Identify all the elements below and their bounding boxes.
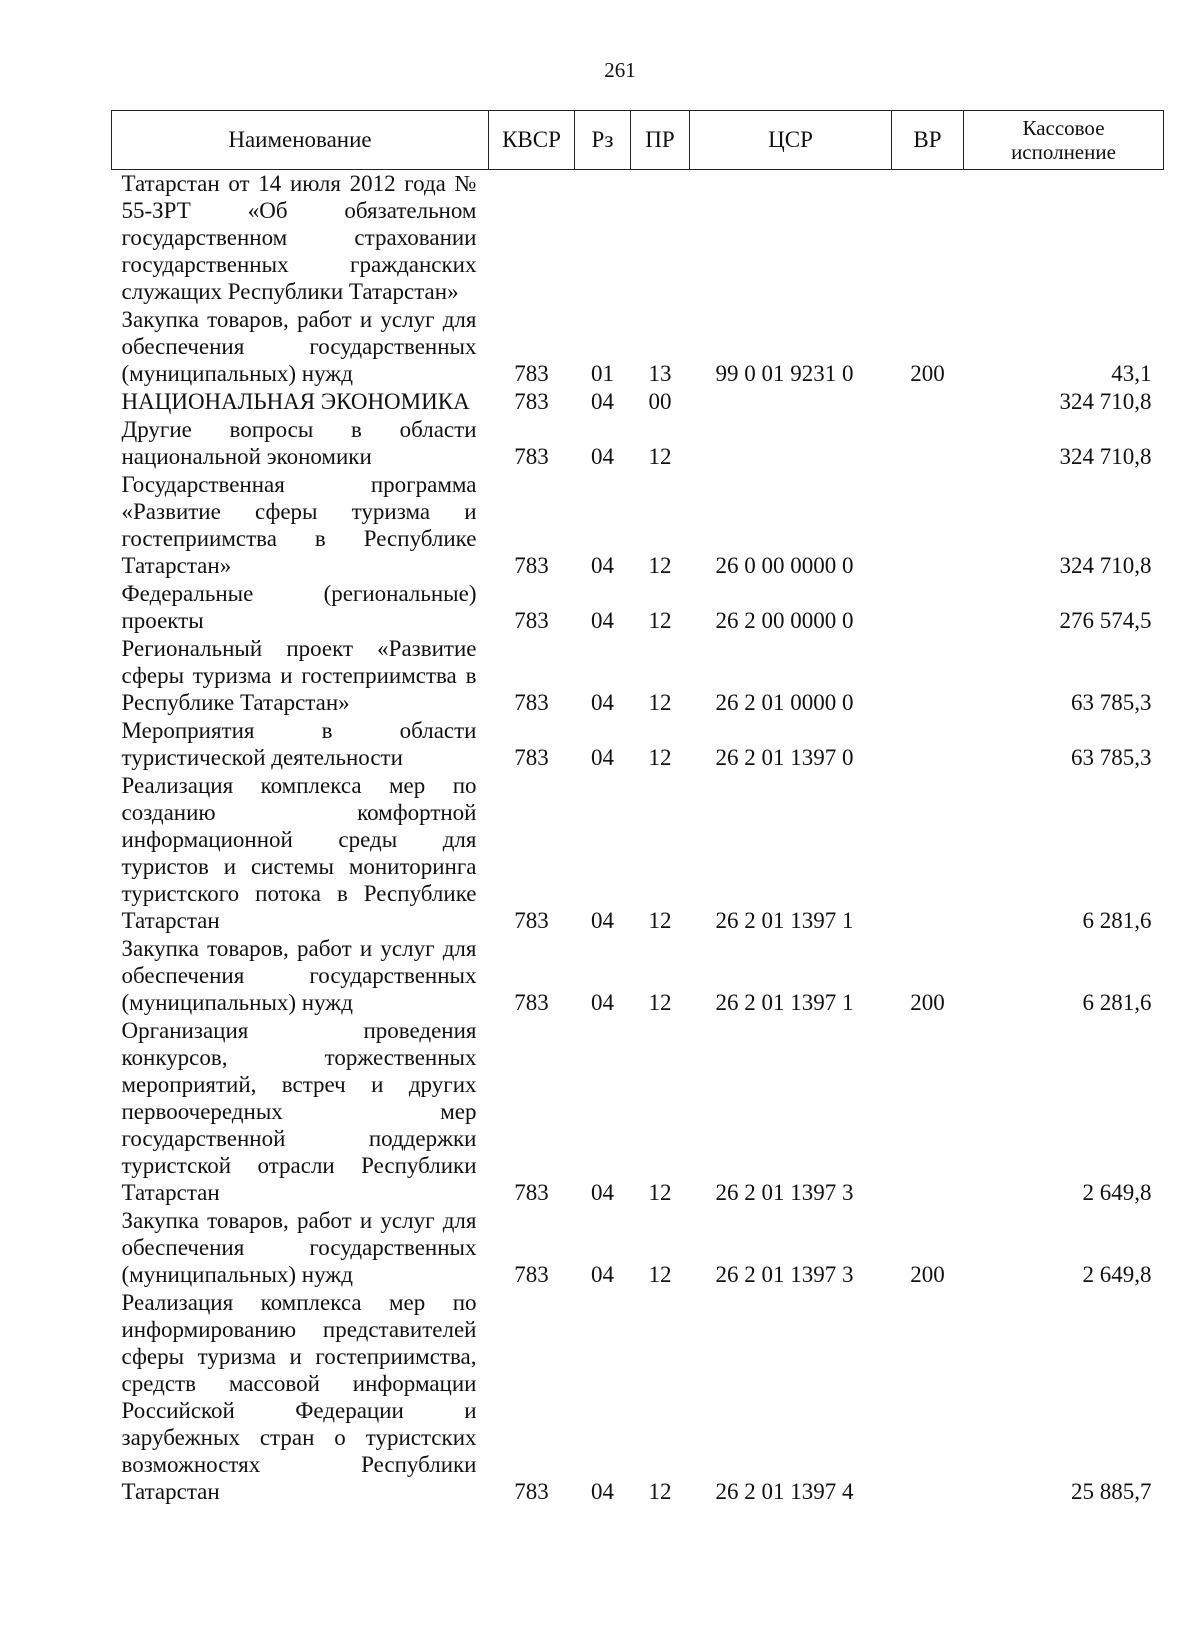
row-pr: 12 (648, 444, 672, 469)
row-name: Реализация комплекса мер по созданию комфортной информационной среды для туристов и системы мониторинга туристского потока в Республике Татарстан (121, 773, 477, 933)
row-pr: 12 (648, 690, 672, 715)
row-rz: 01 (591, 361, 614, 386)
row-name: Мероприятия в области туристической деятельности (121, 718, 477, 770)
row-pr: 00 (648, 389, 672, 414)
row-kvsr: 783 (514, 745, 549, 770)
row-rz: 04 (591, 389, 614, 414)
row-pr: 12 (648, 1479, 672, 1504)
row-vr (892, 471, 964, 580)
table-row (112, 772, 1164, 935)
row-csr (690, 416, 892, 471)
row-name: Реализация комплекса мер по информированию представителей сферы туризма и гостеприимства, средств массовой информации Российской Федерации и зарубежных стран о туристских возможностях Республики Татарстан (121, 1290, 477, 1504)
row-vr: 200 (910, 990, 945, 1015)
row-csr: 26 0 00 0000 0 (715, 553, 854, 578)
row-amount: 43,1 (1111, 361, 1152, 386)
row-amount: 6 281,6 (1082, 908, 1152, 933)
row-vr (892, 416, 964, 471)
header-csr: ЦСР (690, 111, 892, 170)
row-rz: 04 (591, 690, 614, 715)
row-amount: 63 785,3 (1071, 745, 1152, 770)
table-header (112, 111, 1164, 170)
row-rz: 04 (591, 608, 614, 633)
row-kvsr: 783 (514, 908, 549, 933)
row-csr: 26 2 01 1397 1 (715, 990, 854, 1015)
row-kvsr: 783 (514, 990, 549, 1015)
row-kvsr (489, 170, 575, 307)
row-rz: 04 (591, 908, 614, 933)
table-row (112, 306, 1164, 388)
row-name: Организация проведения конкурсов, торжественных мероприятий, встреч и других первоочередных мер государственной поддержки туристской отрасли Республики Татарстан (121, 1018, 477, 1205)
table-row (112, 717, 1164, 772)
row-amount: 6 281,6 (1082, 990, 1152, 1015)
row-rz: 04 (591, 990, 614, 1015)
row-kvsr: 783 (514, 1180, 549, 1205)
row-pr: 12 (648, 608, 672, 633)
row-kvsr: 783 (514, 1262, 549, 1287)
row-rz: 04 (591, 444, 614, 469)
row-amount: 25 885,7 (1071, 1479, 1152, 1504)
row-vr (892, 388, 964, 416)
row-pr: 12 (648, 1262, 672, 1287)
row-pr: 13 (648, 361, 672, 386)
row-rz: 04 (591, 553, 614, 578)
row-name: Региональный проект «Развитие сферы туризма и гостеприимства в Республике Татарстан» (121, 636, 477, 715)
table-row (112, 1289, 1164, 1506)
budget-table (111, 110, 1164, 1506)
row-rz: 04 (591, 1180, 614, 1205)
row-csr: 26 2 01 1397 3 (715, 1180, 854, 1205)
row-vr: 200 (910, 361, 945, 386)
row-csr (690, 388, 892, 416)
row-vr (892, 170, 964, 307)
table-row (112, 580, 1164, 635)
row-name: НАЦИОНАЛЬНАЯ ЭКОНОМИКА (121, 389, 470, 414)
page-number: 261 (604, 58, 636, 82)
row-kvsr: 783 (514, 444, 549, 469)
table-row (112, 416, 1164, 471)
row-amount: 2 649,8 (1082, 1262, 1152, 1287)
row-amount (964, 170, 1164, 307)
row-name: Закупка товаров, работ и услуг для обеспечения государственных (муниципальных) нужд (121, 936, 477, 1015)
row-kvsr: 783 (514, 553, 549, 578)
table-row (112, 1207, 1164, 1289)
row-name: Закупка товаров, работ и услуг для обеспечения государственных (муниципальных) нужд (121, 307, 477, 386)
table-body (112, 170, 1164, 1507)
row-vr (892, 772, 964, 935)
row-pr: 12 (648, 745, 672, 770)
row-csr: 26 2 01 1397 3 (715, 1262, 854, 1287)
row-csr: 26 2 01 0000 0 (715, 690, 854, 715)
row-amount: 324 710,8 (1059, 553, 1152, 578)
row-kvsr: 783 (514, 361, 549, 386)
row-name: Федеральные (региональные) проекты (121, 581, 477, 633)
row-pr: 12 (648, 553, 672, 578)
row-vr (892, 1017, 964, 1207)
row-vr (892, 1289, 964, 1506)
row-rz: 04 (591, 1262, 614, 1287)
row-pr: 12 (648, 990, 672, 1015)
table-row (112, 935, 1164, 1017)
row-rz: 04 (591, 1479, 614, 1504)
row-amount: 324 710,8 (1059, 389, 1152, 414)
row-pr (631, 170, 690, 307)
table-row (112, 635, 1164, 717)
row-csr: 26 2 01 1397 0 (715, 745, 854, 770)
row-amount: 63 785,3 (1071, 690, 1152, 715)
table-row (112, 388, 1164, 416)
row-kvsr: 783 (514, 608, 549, 633)
header-kvsr: КВСР (489, 111, 575, 170)
header-vr: ВР (892, 111, 964, 170)
table-row (112, 1017, 1164, 1207)
row-rz: 04 (591, 745, 614, 770)
row-csr: 26 2 00 0000 0 (715, 608, 854, 633)
table-row (112, 170, 1164, 307)
header-kassovoe-ispolnenie: Кассовое исполнение (964, 111, 1164, 170)
row-kvsr: 783 (514, 1479, 549, 1504)
row-kvsr: 783 (514, 389, 549, 414)
row-name: Государственная программа «Развитие сферы туризма и гостеприимства в Республике Татарстан» (121, 472, 477, 578)
row-kvsr: 783 (514, 690, 549, 715)
row-csr (690, 170, 892, 307)
row-amount: 2 649,8 (1082, 1180, 1152, 1205)
row-vr (892, 717, 964, 772)
row-name: Закупка товаров, работ и услуг для обеспечения государственных (муниципальных) нужд (121, 1208, 477, 1287)
row-vr (892, 635, 964, 717)
row-csr: 26 2 01 1397 4 (715, 1479, 854, 1504)
row-pr: 12 (648, 908, 672, 933)
row-csr: 26 2 01 1397 1 (715, 908, 854, 933)
header-pr: ПР (631, 111, 690, 170)
header-rz: Рз (575, 111, 631, 170)
row-rz (575, 170, 631, 307)
row-amount: 276 574,5 (1059, 608, 1152, 633)
row-pr: 12 (648, 1180, 672, 1205)
row-name: Татарстан от 14 июля 2012 года № 55-ЗРТ «Об обязательном государственном страховании государственных гражданских служащих Республики Татарстан» (121, 171, 477, 304)
row-csr: 99 0 01 9231 0 (715, 361, 854, 386)
table-row (112, 471, 1164, 580)
row-name: Другие вопросы в области национальной экономики (121, 417, 477, 469)
header-name: Наименование (112, 111, 489, 170)
row-amount: 324 710,8 (1059, 444, 1152, 469)
row-vr (892, 580, 964, 635)
row-vr: 200 (910, 1262, 945, 1287)
